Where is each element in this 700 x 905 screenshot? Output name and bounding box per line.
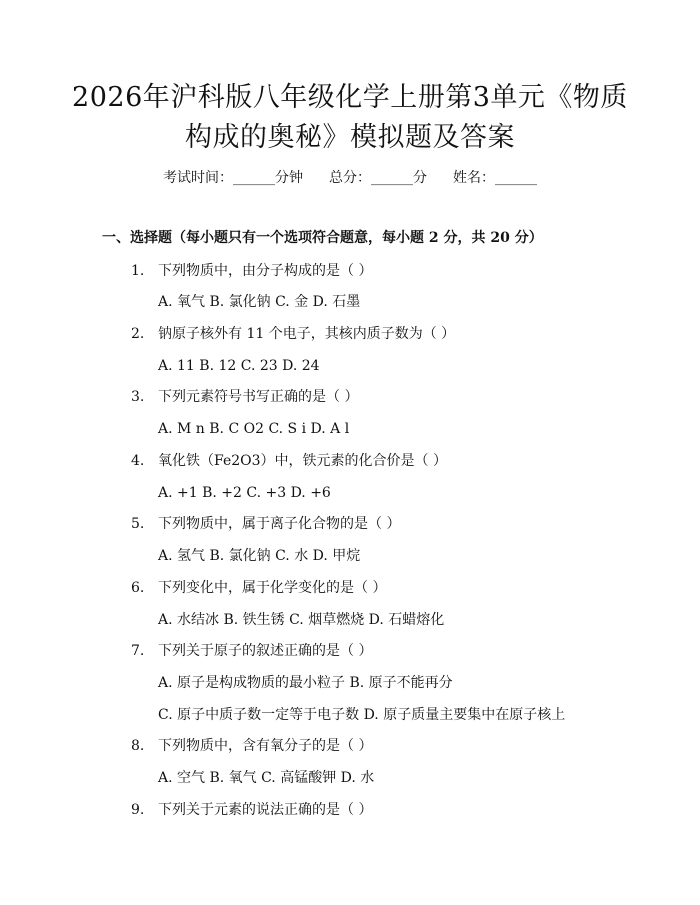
question-text: 下列关于元素的说法正确的是（ ） bbox=[158, 802, 373, 818]
question-text: 氧化铁（Fe2O3）中，铁元素的化合价是（ ） bbox=[158, 453, 447, 469]
question-text: 下列物质中，属于离子化合物的是（ ） bbox=[158, 516, 401, 532]
question-options: A. 11 B. 12 C. 23 D. 24 bbox=[158, 358, 320, 374]
question-options: A. 氧气 B. 氯化钠 C. 金 D. 石墨 bbox=[158, 294, 361, 310]
question-text: 下列物质中，由分子构成的是（ ） bbox=[158, 263, 373, 279]
question-number: 8. bbox=[131, 738, 145, 754]
question-number: 6. bbox=[131, 580, 145, 596]
question-options: A. +1 B. +2 C. +3 D. +6 bbox=[158, 485, 331, 501]
question-options: A. 空气 B. 氧气 C. 高锰酸钾 D. 水 bbox=[158, 770, 375, 786]
total-score-field: 总分：______分 bbox=[329, 170, 427, 186]
exam-time-field: 考试时间：______分钟 bbox=[163, 170, 303, 186]
student-name-field: 姓名：______ bbox=[453, 170, 537, 186]
question-text: 下列物质中，含有氧分子的是（ ） bbox=[158, 738, 373, 754]
question-text: 钠原子核外有 11 个电子，其核内质子数为（ ） bbox=[158, 326, 456, 342]
question-options: A. 水结冰 B. 铁生锈 C. 烟草燃烧 D. 石蜡熔化 bbox=[158, 612, 445, 628]
section-title: 一、选择题（每小题只有一个选项符合题意，每小题 2 分，共 20 分） bbox=[102, 230, 543, 246]
question-options: C. 原子中质子数一定等于电子数 D. 原子质量主要集中在原子核上 bbox=[158, 707, 566, 723]
question-options: A. M n B. C O2 C. S i D. A l bbox=[158, 421, 350, 437]
question-number: 7. bbox=[131, 643, 145, 659]
exam-meta bbox=[0, 168, 700, 188]
question-text: 下列变化中，属于化学变化的是（ ） bbox=[158, 580, 387, 596]
question-text: 下列关于原子的叙述正确的是（ ） bbox=[158, 643, 373, 659]
question-number: 5. bbox=[131, 516, 145, 532]
question-options: A. 原子是构成物质的最小粒子 B. 原子不能再分 bbox=[158, 675, 453, 691]
question-number: 4. bbox=[131, 453, 145, 469]
question-number: 3. bbox=[131, 389, 145, 405]
question-options: A. 氢气 B. 氯化钠 C. 水 D. 甲烷 bbox=[158, 548, 361, 564]
document-title: 2026年沪科版八年级化学上册第3单元《物质构成的奥秘》模拟题及答案 bbox=[72, 82, 628, 153]
question-number: 9. bbox=[131, 802, 145, 818]
question-number: 1. bbox=[131, 263, 145, 279]
question-text: 下列元素符号书写正确的是（ ） bbox=[158, 389, 359, 405]
question-number: 2. bbox=[131, 326, 145, 342]
